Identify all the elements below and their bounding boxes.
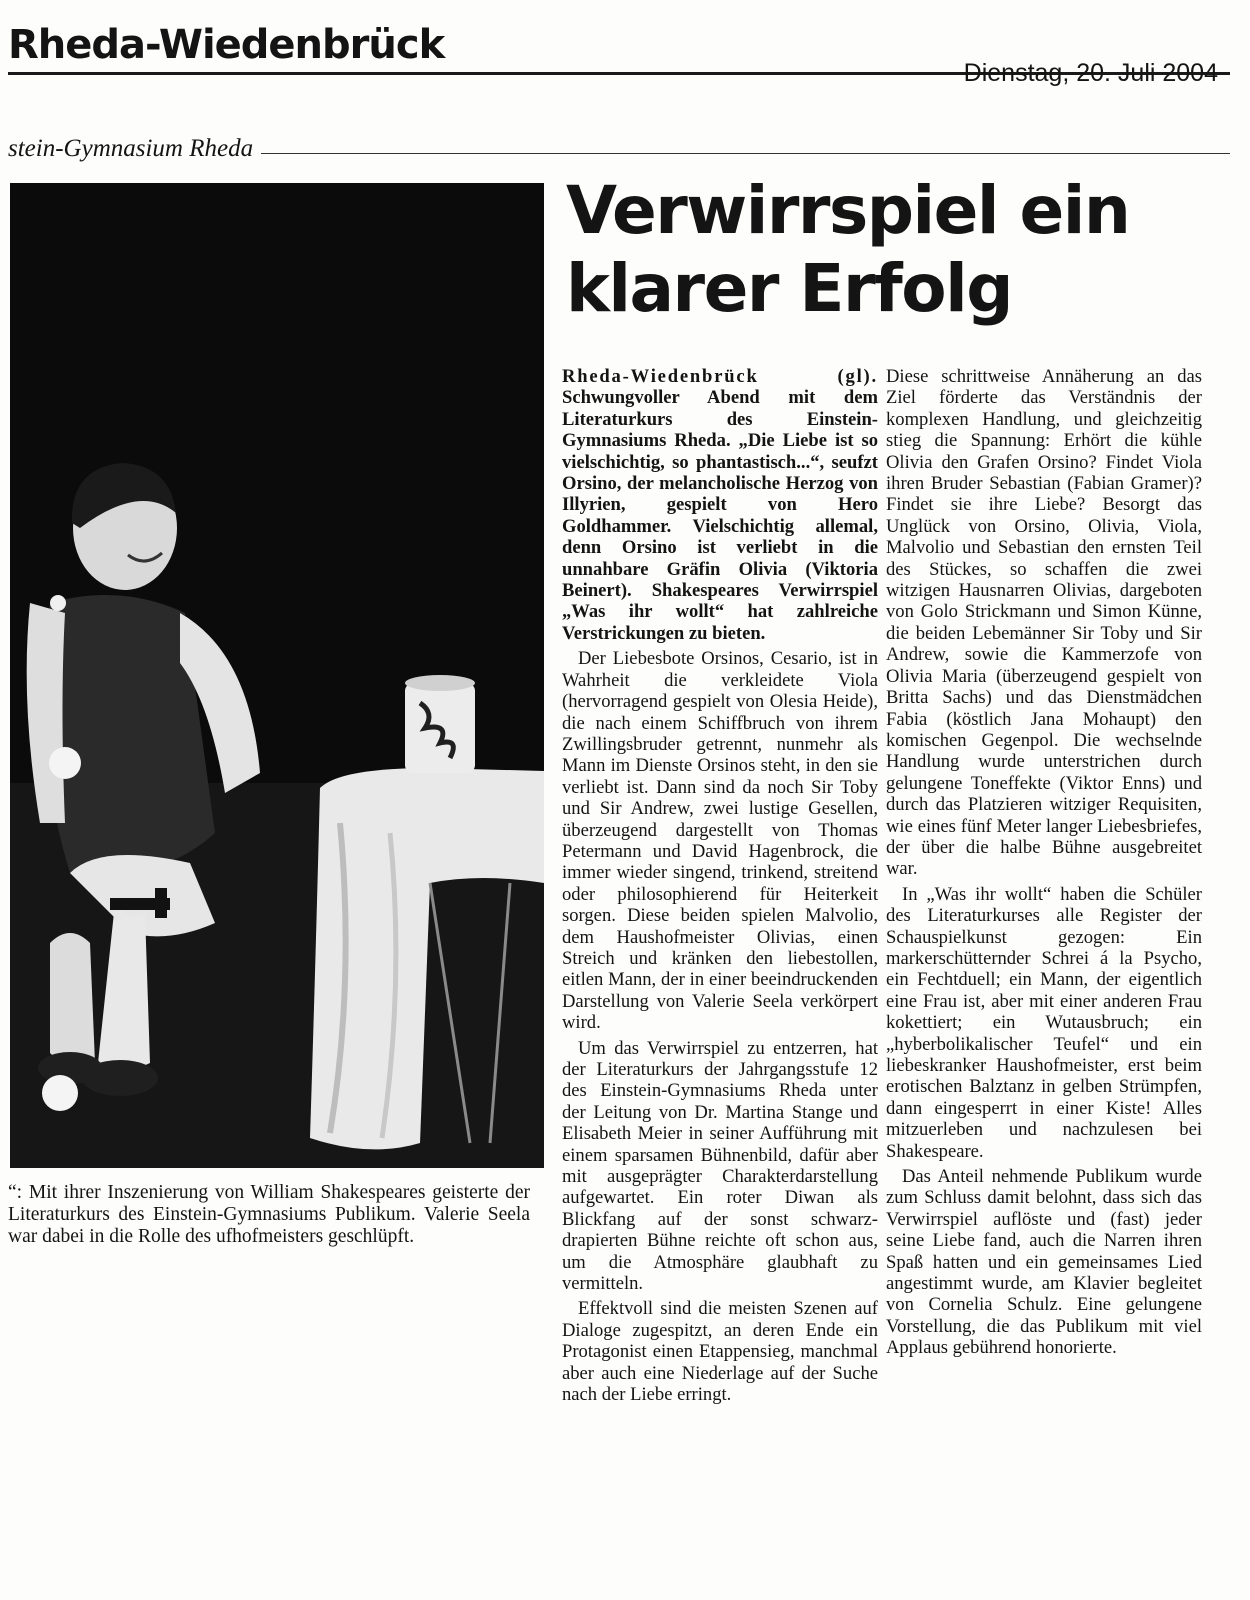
article-column-1 [562, 366, 878, 1406]
paragraph: In „Was ihr wollt“ haben die Schüler des Literaturkurses alle Register der Schauspielkunst gezogen: Ein markerschütternder Schrei á la Psycho, ein Fechtduell; ein Mann, der eigentlich eine Frau ist, aber mit einer anderen Frau kokettiert; ein Wutausbruch; ein „hyberbolikalischer Teufel“ und ein liebeskranker Haushofmeister, erst beim erotischen Balztanz in gelben Strümpfen, dann eingesperrt in einer Kiste! Alles mitzuerleben und nachzulesen bei Shakespeare. [886, 883, 1202, 1162]
paragraph: Der Liebesbote Orsinos, Cesario, ist in Wahrheit die verkleidete Viola (hervorragend gespielt von Olesia Heide), die nach einem Schiffbruch von ihrem Zwillingsbruder getrennt, nunmehr als Mann im Dienste Orsinos steht, in den sie verliebt ist. Dann sind da noch Sir Toby und Sir Andrew, zwei lustige Gesellen, überzeugend dargestellt von Thomas Petermann und David Hagenbrock, die immer wieder singend, trinkend, streitend oder philosophierend für Heiterkeit sorgen. Diese beiden spielen Malvolio, dem Haushofmeister Olivias, einen Streich und kränken den liebestollen, eitlen Mann, der in einer beeindruckenden Darstellung von Valerie Seela verkörpert wird. [562, 648, 878, 1034]
lead-text: Schwungvoller Abend mit dem Literaturkurs des Einstein-Gymnasiums Rheda. „Die Liebe ist so vielschichtig, so phantastisch...“, seufzt Orsino, der melancholische Herzog von Illyrien, gespielt von Hero Goldhammer. Vielschichtig allemal, denn Orsino ist verliebt in die unnahbare Gräfin Olivia (Viktoria Beinert). Shakespeares Verwirrspiel „Was ihr wollt“ hat zahlreiche Verstrickungen zu bieten. [562, 387, 878, 644]
paragraph: Effektvoll sind die meisten Szenen auf Dialoge zugespitzt, an deren Ende ein Protagonist einen Etappensieg, manchmal aber auch eine Niederlage auf der Suche nach der Liebe erringt. [562, 1298, 878, 1406]
photo-caption: “: Mit ihrer Inszenierung von William Shakespeares geisterte der Literaturkurs des Einstein-Gymnasiums Publikum. Valerie Seela war dabei in die Rolle des ufhofmeisters geschlüpft. [8, 1182, 530, 1247]
issue-date: Dienstag, 20. Juli 2004 [963, 59, 1218, 87]
paragraph: Das Anteil nehmende Publikum wurde zum Schluss damit belohnt, dass sich das Verwirrspiel auflöste und (fast) jeder seine Liebe fand, auch die Narren ihren Spaß hatten und ein gemeinsames Lied angestimmt wurde, am Klavier begleitet von Cornelia Schulz. Eine gelungene Vorstellung, die das Publikum mit viel Applaus gebührend honorierte. [886, 1166, 1202, 1359]
article-dateline: Rheda-Wiedenbrück (gl). [562, 366, 878, 387]
rubric-label: stein-Gymnasium Rheda [8, 136, 261, 162]
paragraph: Diese schrittweise Annäherung an das Ziel förderte das Verständnis der komplexen Handlung, und gleichzeitig stieg die Spannung: Erhört die kühle Olivia den Grafen Orsino? Findet Viola ihren Bruder Sebastian (Fabian Gramer)? Findet sie ihre Liebe? Besorgt das Unglück von Orsino, Olivia, Viola, Malvolio und Sebastian den ernsten Teil des Stückes, so schaffen die zwei witzigen Hausnarren Olivias, dargeboten von Golo Strickmann und Simon Künne, die beiden Lebemänner Sir Toby und Sir Andrew, sowie die Kammerzofe von Olivia Maria (überzeugend gespielt von Britta Sachs) und das Dienstmädchen Fabia (köstlich Jana Mohaupt) den komischen Gegenpol. Die wechselnde Handlung wurde unterstrichen durch gelungene Toneffekte (Viktor Enns) und durch das Platzieren witziger Requisiten, wie eines fünf Meter langer Liebesbriefes, der über die halbe Bühne ausgebreitet war. [886, 366, 1202, 880]
paragraph: Um das Verwirrspiel zu entzerren, hat der Literaturkurs der Jahrgangsstufe 12 des Einstein-Gymnasiums Rheda unter der Leitung von Dr. Martina Stange und Elisabeth Meier in seiner Aufführung mit einem sparsamen Bühnenbild, dafür aber mit ausgeprägter Charakterdarstellung aufgewartet. Ein roter Diwan als Blickfang auf der sonst schwarz-drapierten Bühne reichte oft schon aus, um die Atmosphäre glaubhaft zu vermitteln. [562, 1037, 878, 1295]
article-photo [10, 183, 544, 1168]
town-title: Rheda-Wiedenbrück [8, 22, 445, 68]
section-rubric [8, 136, 1230, 162]
article-column-2 [886, 366, 1202, 1359]
article-lead [562, 366, 878, 644]
masthead [8, 22, 1230, 87]
article-headline: Verwirrspiel ein klarer Erfolg [566, 172, 1130, 327]
